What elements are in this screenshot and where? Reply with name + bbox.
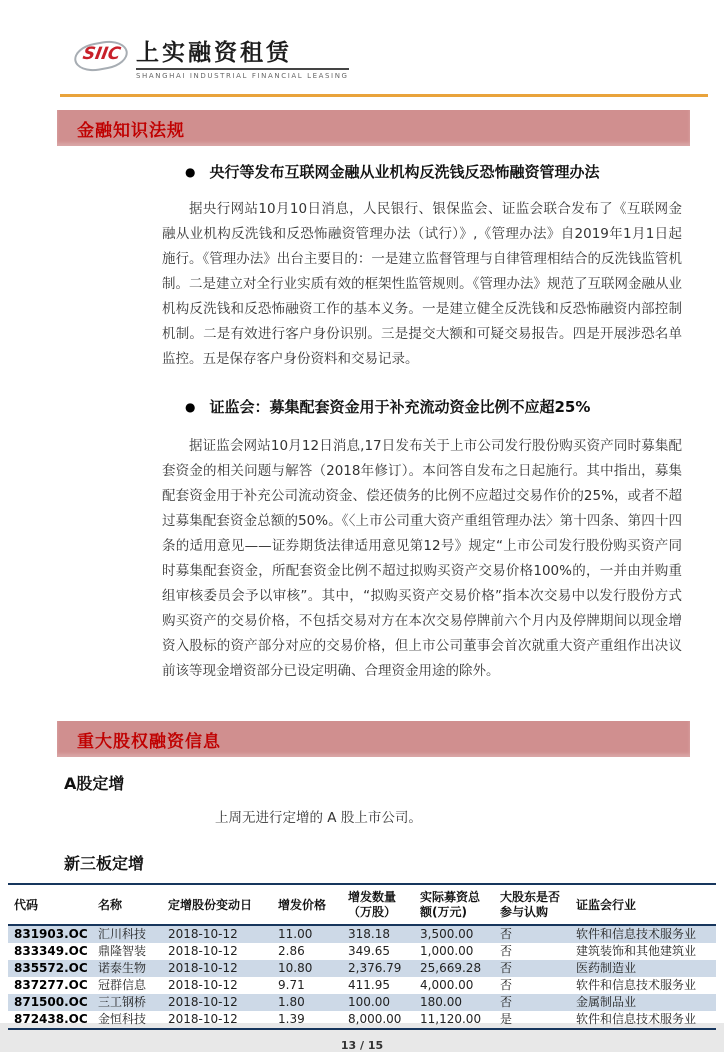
- article-heading-2: [185, 396, 680, 418]
- neeq-deals-table: [8, 883, 716, 1030]
- table-cell: 10.80: [272, 960, 342, 977]
- table-cell: 否: [500, 978, 513, 992]
- siic-logo-icon: [74, 40, 126, 70]
- table-cell: 三工钢桥: [92, 994, 162, 1011]
- subsection-heading-a-share: A股定增: [64, 774, 125, 793]
- section-title: 金融知识法规: [77, 120, 185, 141]
- table-row: [8, 977, 716, 994]
- table-cell: 871500.OC: [8, 994, 92, 1011]
- table-cell: 100.00: [342, 994, 414, 1011]
- subsection-heading-neeq: 新三板定增: [64, 854, 145, 873]
- table-cell: 1.39: [278, 1012, 305, 1026]
- table-header-cell: 证监会行业: [570, 884, 716, 925]
- table-cell: 否: [494, 925, 570, 943]
- table-cell: 872438.OC: [14, 1012, 88, 1026]
- table-header-cell: 名称: [92, 884, 162, 925]
- company-name: 上实融资租赁: [136, 40, 349, 70]
- table-cell: 否: [494, 960, 570, 977]
- section-title: 重大股权融资信息: [77, 731, 221, 752]
- table-cell: 2,376.79: [342, 960, 414, 977]
- table-cell: 2018-10-12: [162, 994, 272, 1011]
- table-cell: 2018-10-12: [162, 960, 272, 977]
- table-row: [8, 994, 716, 1011]
- article-heading-text: 央行等发布互联网金融从业机构反洗钱反恐怖融资管理办法: [209, 163, 600, 181]
- company-name-block: [136, 40, 349, 80]
- company-logo: [74, 40, 724, 80]
- gold-divider: [60, 94, 708, 97]
- table-cell: 否: [494, 994, 570, 1011]
- table-cell: 835572.OC: [8, 960, 92, 977]
- table-cell: 11,120.00: [420, 1012, 482, 1026]
- table-cell: 2.86: [278, 944, 305, 958]
- table-cell: 3,500.00: [414, 925, 494, 943]
- table-header-cell: 实际募资总额(万元): [414, 884, 494, 925]
- table-cell: 金恒科技: [98, 1012, 147, 1026]
- article-body-2: 据证监会网站10月12日消息,17日发布关于上市公司发行股份购买资产同时募集配套资金的相关问题与解答（2018年修订）。本问答自发布之日起施行。其中指出，募集配套资金用于补充公司流动资金、偿还债务的比例不应超过交易作价的25%，或者不超过募集配套资金总额的50%。《〈上市公司重大资产重组管理办法〉第十四条、第四十四条的适用意见——证券期货法律适用意见第12号》规定“上市公司发行股份购买资产同时募集配套资金，所配套资金比例不超过拟购买资产交易价格100%的，一并由并购重组审核委员会予以审核”。其中，“拟购买资产交易价格”指本次交易中以发行股份方式购买资产的交易价格，不包括交易对方在本次交易停牌前六个月内及停牌期间以现金增资入股标的资产部分对应的交易价格，但上市公司董事会首次就重大资产重组作出决议前该等现金增资部分已设定明确、合理资金用途的除外。: [162, 438, 682, 679]
- table-cell: 2018-10-12: [168, 1012, 238, 1026]
- table-cell: 831903.OC: [8, 925, 92, 943]
- table-cell: 833349.OC: [14, 944, 88, 958]
- deals-table-body: [8, 925, 716, 1029]
- masthead: [0, 0, 724, 90]
- table-header-cell: 定增股份变动日: [162, 884, 272, 925]
- table-cell: 349.65: [348, 944, 390, 958]
- table-cell: 4,000.00: [420, 978, 474, 992]
- table-cell: 鼎隆智装: [98, 944, 147, 958]
- table-header-cell: 代码: [8, 884, 92, 925]
- table-cell: 建筑装饰和其他建筑业: [576, 944, 697, 958]
- table-cell: 318.18: [342, 925, 414, 943]
- table-cell: 8,000.00: [348, 1012, 402, 1026]
- table-cell: 冠群信息: [98, 978, 147, 992]
- table-row: [8, 1011, 716, 1029]
- table-cell: 否: [500, 944, 513, 958]
- table-cell: 是: [500, 1012, 513, 1026]
- table-cell: 2018-10-12: [168, 944, 238, 958]
- article-heading-1: [185, 161, 680, 183]
- table-cell: 诺泰生物: [92, 960, 162, 977]
- table-cell: 837277.OC: [14, 978, 88, 992]
- table-header-cell: 增发价格: [272, 884, 342, 925]
- table-cell: 金属制品业: [570, 994, 716, 1011]
- table-cell: 汇川科技: [92, 925, 162, 943]
- article-heading-text: 证监会：募集配套资金用于补充流动资金比例不应超25%: [209, 398, 591, 416]
- table-cell: 2018-10-12: [168, 978, 238, 992]
- bullet-icon: ●: [185, 165, 196, 179]
- table-cell: 医药制造业: [570, 960, 716, 977]
- table-cell: 2018-10-12: [162, 925, 272, 943]
- a-share-note: 上周无进行定增的 A 股上市公司。: [215, 810, 422, 826]
- table-row: [8, 925, 716, 943]
- section-bar-regulations: [57, 110, 690, 146]
- table-cell: 11.00: [272, 925, 342, 943]
- table-cell: 1,000.00: [420, 944, 474, 958]
- table-header-cell: 增发数量（万股）: [342, 884, 414, 925]
- table-row: [8, 943, 716, 960]
- table-cell: 软件和信息技术服务业: [570, 925, 716, 943]
- table-cell: 软件和信息技术服务业: [576, 978, 697, 992]
- article-body-1: 据央行网站10月10日消息，人民银行、银保监会、证监会联合发布了《互联网金融从业机构反洗钱和反恐怖融资管理办法（试行）》,《管理办法》自2019年1月1日起施行。《管理办法》出台主要目的：一是建立监督管理与自律管理相结合的反洗钱监管机制。二是建立对全行业实质有效的框架性监管规则。《管理办法》规范了互联网金融从业机构反洗钱和反恐怖融资工作的基本义务。一是建立健全反洗钱和反恐怖融资内部控制机制。二是有效进行客户身份识别。三是提交大额和可疑交易报告。四是开展涉恐名单监控。五是保存客户身份资料和交易记录。: [162, 201, 682, 367]
- table-cell: 25,669.28: [414, 960, 494, 977]
- table-cell: 411.95: [348, 978, 390, 992]
- bullet-icon: ●: [185, 400, 196, 414]
- company-name-english: SHANGHAI INDUSTRIAL FINANCIAL LEASING: [136, 72, 349, 80]
- page-number: 13 / 15: [340, 1039, 384, 1052]
- table-cell: 软件和信息技术服务业: [576, 1012, 697, 1026]
- table-cell: 180.00: [414, 994, 494, 1011]
- section-bar-equity-financing: [57, 721, 690, 757]
- table-header-cell: 大股东是否参与认购: [494, 884, 570, 925]
- siic-logo-text: SIIC: [81, 44, 123, 64]
- table-cell: 9.71: [278, 978, 305, 992]
- table-row: [8, 960, 716, 977]
- table-header-row: [8, 884, 716, 925]
- table-cell: 1.80: [272, 994, 342, 1011]
